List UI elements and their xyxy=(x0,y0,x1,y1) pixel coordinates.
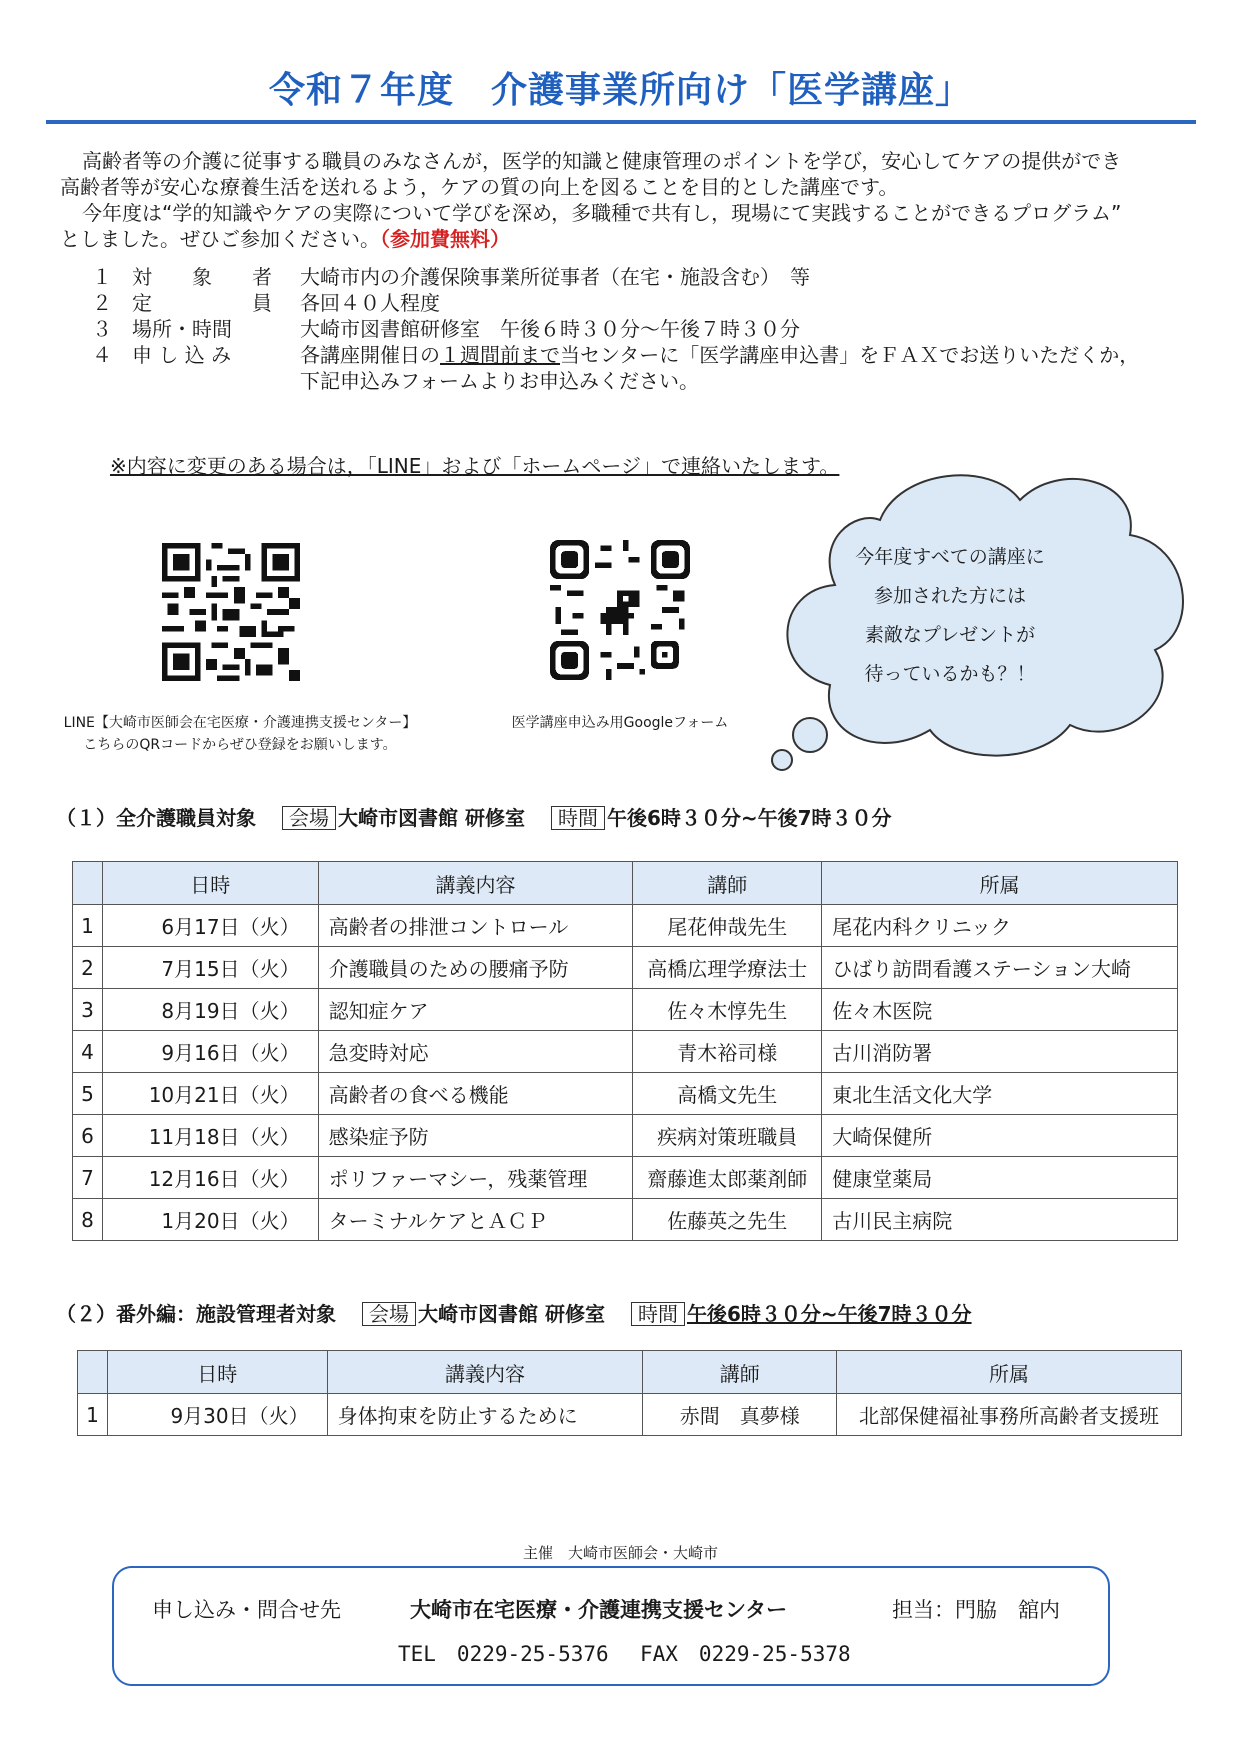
row-no: 7 xyxy=(73,1157,103,1199)
row-affiliation: 健康堂薬局 xyxy=(822,1157,1178,1199)
intro-closing: としました。ぜひご参加ください。 xyxy=(60,227,380,251)
row-lecturer: 青木裕司様 xyxy=(633,1031,822,1073)
row-lecturer: 齋藤進太郎薬剤師 xyxy=(633,1157,822,1199)
info-value: 大崎市内の介護保険事業所従事者（在宅・施設含む） 等 xyxy=(300,265,810,289)
info-label: ４ 申 し 込 み xyxy=(92,343,232,367)
row-lecturer: 佐藤英之先生 xyxy=(633,1199,822,1241)
row-topic: ポリファーマシー，残薬管理 xyxy=(318,1157,633,1199)
row-no: 8 xyxy=(73,1199,103,1241)
venue-label: 会場 xyxy=(282,806,336,830)
info-label: １ 対 象 者 xyxy=(92,265,272,289)
cloud-bubble-small xyxy=(772,750,792,770)
table-row xyxy=(73,1199,1178,1241)
line-qr-code[interactable] xyxy=(162,543,300,681)
cloud-line: 待っているかも？！ xyxy=(864,663,1036,685)
info-label: ３ 場所・時間 xyxy=(92,317,232,341)
time-label: 時間 xyxy=(551,806,605,830)
table-header-row xyxy=(78,1351,1182,1394)
row-no: 2 xyxy=(73,947,103,989)
line-qr-caption-2: こちらのQRコードからぜひ登録をお願いします。 xyxy=(83,737,397,753)
free-badge: （参加費無料） xyxy=(380,227,510,251)
row-date: 6月17日（火） xyxy=(102,905,318,947)
venue-value: 大崎市図書館 研修室 xyxy=(338,806,525,830)
intro xyxy=(60,148,1190,252)
row-no: 1 xyxy=(78,1394,108,1436)
row-date: 11月18日（火） xyxy=(102,1115,318,1157)
table-row xyxy=(73,905,1178,947)
change-notice: ※内容に変更のある場合は，「LINE」および「ホームページ」で連絡いたします。 xyxy=(110,454,840,478)
header-affiliation: 所属 xyxy=(822,862,1178,905)
table-row xyxy=(73,989,1178,1031)
row-affiliation: 大崎保健所 xyxy=(822,1115,1178,1157)
header-no xyxy=(73,862,103,905)
table-row xyxy=(73,947,1178,989)
venue-value: 大崎市図書館 研修室 xyxy=(418,1302,605,1326)
row-no: 1 xyxy=(73,905,103,947)
row-affiliation: 佐々木医院 xyxy=(822,989,1178,1031)
venue-label: 会場 xyxy=(362,1302,416,1326)
organizer: 主催 大崎市医師会・大崎市 xyxy=(522,1544,718,1562)
row-topic: 高齢者の食べる機能 xyxy=(318,1073,633,1115)
row-lecturer: 高橋文先生 xyxy=(633,1073,822,1115)
time-label: 時間 xyxy=(631,1302,685,1326)
row-date: 9月30日（火） xyxy=(107,1394,327,1436)
table-row xyxy=(78,1394,1182,1436)
row-affiliation: ひばり訪問看護ステーション大崎 xyxy=(822,947,1178,989)
header-date: 日時 xyxy=(107,1351,327,1394)
row-no: 4 xyxy=(73,1031,103,1073)
row-no: 5 xyxy=(73,1073,103,1115)
title-rule xyxy=(46,120,1196,124)
cloud-line: 素敵なプレゼントが xyxy=(864,624,1036,646)
row-affiliation: 古川民主病院 xyxy=(822,1199,1178,1241)
apply-deadline: １週間前まで xyxy=(440,343,560,367)
table-row xyxy=(73,1157,1178,1199)
row-date: 10月21日（火） xyxy=(102,1073,318,1115)
contact-box xyxy=(112,1566,1110,1686)
header-date: 日時 xyxy=(102,862,318,905)
table-row xyxy=(73,1073,1178,1115)
row-topic: 高齢者の排泄コントロール xyxy=(318,905,633,947)
schedule-table-2 xyxy=(77,1350,1182,1436)
row-date: 7月15日（火） xyxy=(102,947,318,989)
schedule-table-1 xyxy=(72,861,1178,1241)
table-header-row xyxy=(73,862,1178,905)
header-lecturer: 講師 xyxy=(643,1351,837,1394)
page-title: 令和７年度 介護事業所向け「医学講座」 xyxy=(268,70,972,111)
row-topic: 身体拘束を防止するために xyxy=(327,1394,643,1436)
form-qr-caption: 医学講座申込み用Googleフォーム xyxy=(511,715,729,731)
row-affiliation: 北部保健福祉事務所高齢者支援班 xyxy=(837,1394,1182,1436)
row-lecturer: 高橋広理学療法士 xyxy=(633,947,822,989)
info-value: 各回４０人程度 xyxy=(300,291,440,315)
row-topic: 急変時対応 xyxy=(318,1031,633,1073)
line-qr-caption xyxy=(60,712,420,756)
row-lecturer: 赤間 真夢様 xyxy=(643,1394,837,1436)
row-lecturer: 佐々木惇先生 xyxy=(633,989,822,1031)
time-value: 午後6時３０分~午後7時３０分 xyxy=(686,1302,972,1326)
intro-paragraph-1: 高齢者等の介護に従事する職員のみなさんが，医学的知識と健康管理のポイントを学び，安心してケアの提供ができ xyxy=(82,149,1122,173)
contact-organization: 大崎市在宅医療・介護連携支援センター xyxy=(410,1598,788,1622)
row-no: 3 xyxy=(73,989,103,1031)
info-value: 大崎市図書館研修室 午後６時３０分～午後７時３０分 xyxy=(300,317,800,341)
row-topic: 認知症ケア xyxy=(318,989,633,1031)
info-value: 下記申込みフォームよりお申込みください。 xyxy=(300,369,699,393)
row-lecturer: 疾病対策班職員 xyxy=(633,1115,822,1157)
row-no: 6 xyxy=(73,1115,103,1157)
row-date: 12月16日（火） xyxy=(102,1157,318,1199)
time-value: 午後6時３０分~午後7時３０分 xyxy=(606,806,892,830)
contact-fax: FAX 0229-25-5378 xyxy=(640,1642,851,1666)
row-date: 1月20日（火） xyxy=(102,1199,318,1241)
google-form-qr-code[interactable] xyxy=(550,540,690,680)
table-row xyxy=(73,1115,1178,1157)
table-row xyxy=(73,1031,1178,1073)
row-affiliation: 古川消防署 xyxy=(822,1031,1178,1073)
info-label: ２ 定 員 xyxy=(92,291,272,315)
apply-text: 当センターに「医学講座申込書」をＦＡＸでお送りいただくか， xyxy=(560,343,1140,367)
section2-title: （２）番外編：施設管理者対象 xyxy=(56,1302,336,1326)
cloud-bubble-large xyxy=(793,718,827,752)
header-topic: 講義内容 xyxy=(318,862,633,905)
cloud-line: 参加された方には xyxy=(873,585,1026,607)
contact-tel: TEL 0229-25-5376 xyxy=(398,1642,609,1666)
cloud-message xyxy=(830,538,1070,694)
contact-staff: 担当：門脇 舘内 xyxy=(892,1598,1060,1622)
row-topic: 介護職員のための腰痛予防 xyxy=(318,947,633,989)
row-topic: ターミナルケアとＡＣＰ xyxy=(318,1199,633,1241)
header-topic: 講義内容 xyxy=(327,1351,643,1394)
info-value xyxy=(300,342,1241,368)
contact-label: 申し込み・問合せ先 xyxy=(152,1598,341,1622)
header-no xyxy=(78,1351,108,1394)
row-affiliation: 尾花内科クリニック xyxy=(822,905,1178,947)
intro-paragraph-2b xyxy=(60,226,1190,252)
line-qr-caption-1: LINE【大崎市医師会在宅医療・介護連携支援センター】 xyxy=(63,715,417,731)
row-affiliation: 東北生活文化大学 xyxy=(822,1073,1178,1115)
section1-title: （１）全介護職員対象 xyxy=(56,806,256,830)
row-date: 9月16日（火） xyxy=(102,1031,318,1073)
intro-paragraph-2: 今年度は“学的知識やケアの実際について学びを深め，多職種で共有し，現場にて実践することができるプログラム” xyxy=(82,201,1122,225)
header-lecturer: 講師 xyxy=(633,862,822,905)
header-affiliation: 所属 xyxy=(837,1351,1182,1394)
row-date: 8月19日（火） xyxy=(102,989,318,1031)
intro-paragraph-1b: 高齢者等が安心な療養生活を送れるよう，ケアの質の向上を図ることを目的とした講座です。 xyxy=(60,175,899,199)
apply-text: 各講座開催日の xyxy=(300,343,440,367)
cloud-line: 今年度すべての講座に xyxy=(855,546,1045,568)
row-topic: 感染症予防 xyxy=(318,1115,633,1157)
row-lecturer: 尾花伸哉先生 xyxy=(633,905,822,947)
section2-heading xyxy=(56,1298,972,1327)
section1-heading xyxy=(56,802,892,831)
